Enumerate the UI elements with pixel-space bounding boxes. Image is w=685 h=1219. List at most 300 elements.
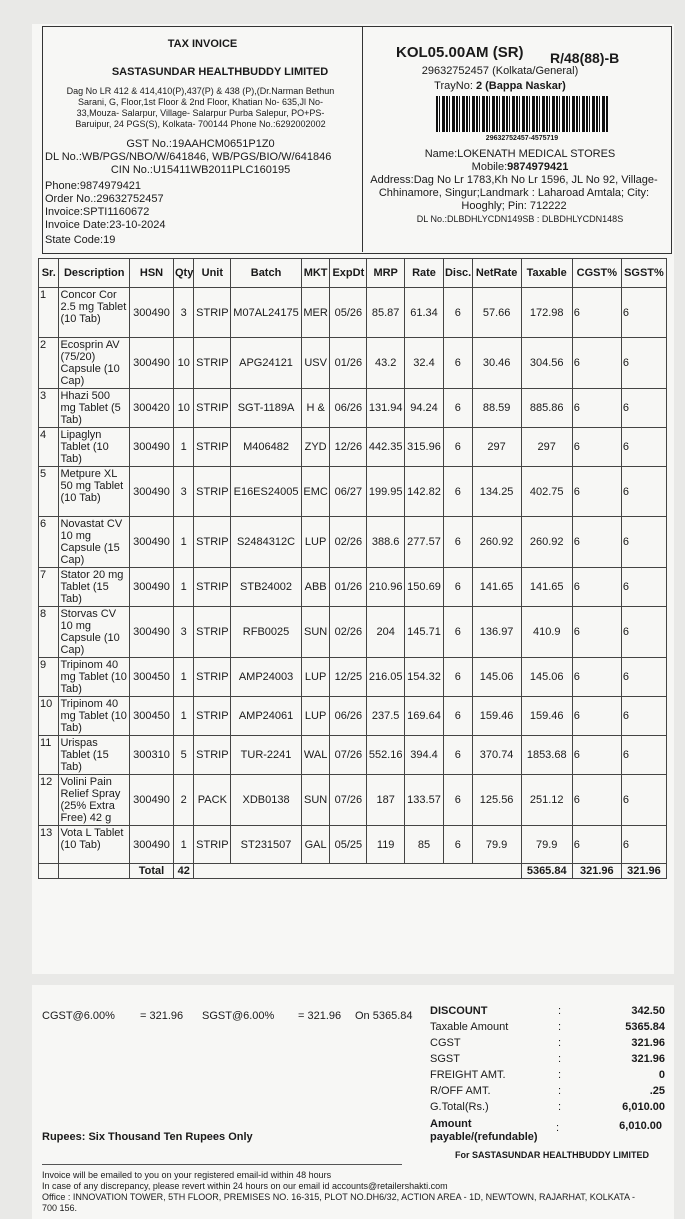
column-header: Unit: [194, 259, 231, 288]
column-header: Disc.: [443, 259, 472, 288]
table-cell: 6: [621, 338, 666, 389]
table-row: [39, 697, 667, 736]
column-header: HSN: [130, 259, 174, 288]
summary-label: R/OFF AMT.: [430, 1085, 491, 1097]
table-cell: 300490: [130, 467, 174, 517]
table-cell: 300490: [130, 568, 174, 607]
table-cell: 8: [39, 607, 59, 658]
table-cell: 32.4: [405, 338, 444, 389]
summary-row: [430, 1069, 665, 1085]
table-cell: 6: [443, 697, 472, 736]
table-cell: 12: [39, 775, 59, 826]
table-cell: 187: [367, 775, 405, 826]
column-header: Sr.: [39, 259, 59, 288]
footer-line: Invoice will be emailed to you on your registered email-id within 48 hours: [42, 1170, 332, 1180]
table-cell: 02/26: [330, 517, 367, 568]
table-cell: S2484312C: [231, 517, 302, 568]
total-cgst: 321.96: [572, 864, 621, 879]
table-cell: 6: [443, 568, 472, 607]
customer-address-line: Chhinamore, Singur;Landmark : Laharoad Amtala; City:: [378, 187, 650, 199]
total-label: Total: [130, 864, 174, 879]
route-ref: R/48(88)-B: [550, 50, 620, 66]
total-row: [39, 864, 667, 879]
table-cell: 6: [572, 826, 621, 864]
table-cell: 6: [621, 736, 666, 775]
table-cell: 210.96: [367, 568, 405, 607]
table-row: [39, 775, 667, 826]
table-cell: 6: [443, 736, 472, 775]
table-cell: 154.32: [405, 658, 444, 697]
table-cell: STRIP: [194, 607, 231, 658]
summary-label: FREIGHT AMT.: [430, 1069, 506, 1081]
table-cell: 145.71: [405, 607, 444, 658]
invoice-number: Invoice:SPTI1160672: [45, 206, 150, 218]
footer-notes: [42, 1170, 672, 1214]
mobile-label: Mobile:: [471, 161, 508, 173]
address-line: Sarani, G, Floor,1st Floor & 2nd Floor, Khatian No- 635,Jl No-: [77, 97, 324, 107]
table-cell: LUP: [301, 697, 330, 736]
table-cell: 6: [443, 658, 472, 697]
table-cell: 304.56: [521, 338, 572, 389]
item-description: Ecosprin AV (75/20) Capsule (10 Cap): [59, 338, 130, 389]
table-cell: 216.05: [367, 658, 405, 697]
customer-name: Name:LOKENATH MEDICAL STORES: [424, 148, 616, 160]
table-cell: 1853.68: [521, 736, 572, 775]
company-address: [48, 86, 353, 130]
table-cell: GAL: [301, 826, 330, 864]
customer-address: [360, 174, 668, 213]
column-header: MRP: [367, 259, 405, 288]
address-line: 33,Mouza- Salarpur, Village- Salarpur Purba Salepur, PO+PS-: [76, 108, 325, 118]
cgst-text: CGST@6.00%: [42, 1010, 115, 1022]
table-cell: 237.5: [367, 697, 405, 736]
column-header: NetRate: [472, 259, 521, 288]
item-description: Tripinom 40 mg Tablet (10 Tab): [59, 658, 130, 697]
item-description: Urispas Tablet (15 Tab): [59, 736, 130, 775]
table-cell: 6: [572, 568, 621, 607]
table-cell: 05/26: [330, 288, 367, 338]
table-cell: 6: [621, 288, 666, 338]
table-cell: 9: [39, 658, 59, 697]
mobile-value: 9874979421: [507, 161, 569, 173]
table-cell: 300450: [130, 697, 174, 736]
table-cell: EMC: [301, 467, 330, 517]
summary-value: 321.96: [631, 1053, 665, 1065]
table-cell: 260.92: [472, 517, 521, 568]
table-cell: 13: [39, 826, 59, 864]
amount-in-words: Rupees: Six Thousand Ten Rupees Only: [42, 1131, 253, 1143]
table-cell: 119: [367, 826, 405, 864]
table-cell: 4: [39, 428, 59, 467]
table-cell: 7: [39, 568, 59, 607]
table-cell: ZYD: [301, 428, 330, 467]
table-cell: 1: [173, 428, 193, 467]
address-line: Baruipur, 24 PGS(S), Kolkata- 700144 Phone No.:6292002002: [75, 119, 326, 129]
table-cell: 6: [621, 428, 666, 467]
table-cell: 388.6: [367, 517, 405, 568]
payable-value: 6,010.00: [619, 1120, 662, 1132]
table-row: [39, 428, 667, 467]
total-cell: [59, 864, 130, 879]
table-cell: STRIP: [194, 288, 231, 338]
table-cell: 145.06: [472, 658, 521, 697]
table-cell: 5: [39, 467, 59, 517]
table-row: [39, 517, 667, 568]
table-cell: 300490: [130, 428, 174, 467]
table-cell: 297: [472, 428, 521, 467]
column-header: Rate: [405, 259, 444, 288]
table-cell: 61.34: [405, 288, 444, 338]
address-line: Dag No LR 412 & 414,410(P),437(P) & 438 (P),(Dr.Narman Bethun: [66, 86, 335, 96]
table-cell: LUP: [301, 658, 330, 697]
table-cell: 6: [621, 826, 666, 864]
summary-row: [430, 1005, 665, 1021]
table-row: [39, 288, 667, 338]
table-cell: APG24121: [231, 338, 302, 389]
payable-label-line: payable/(refundable): [430, 1131, 538, 1143]
table-cell: XDB0138: [231, 775, 302, 826]
summary-label: DISCOUNT: [430, 1005, 488, 1017]
table-cell: 277.57: [405, 517, 444, 568]
order-number: Order No.:29632752457: [45, 193, 164, 205]
table-row: [39, 736, 667, 775]
table-cell: 6: [572, 607, 621, 658]
gst-number: GST No.:19AAHCM0651P1Z0: [126, 138, 275, 150]
table-cell: 134.25: [472, 467, 521, 517]
total-sgst: 321.96: [621, 864, 666, 879]
table-cell: 6: [621, 775, 666, 826]
customer-address-line: Hooghly; Pin: 712222: [461, 200, 567, 212]
table-cell: 1: [173, 697, 193, 736]
table-cell: WAL: [301, 736, 330, 775]
item-description: Concor Cor 2.5 mg Tablet (10 Tab): [59, 288, 130, 338]
table-cell: 1: [39, 288, 59, 338]
table-cell: 10: [39, 697, 59, 736]
table-cell: 6: [572, 517, 621, 568]
table-row: [39, 826, 667, 864]
on-amount: On 5365.84: [355, 1010, 413, 1022]
table-cell: 6: [572, 658, 621, 697]
state-code: State Code:19: [45, 234, 116, 246]
summary-colon: :: [558, 1021, 562, 1033]
table-cell: 6: [443, 288, 472, 338]
table-cell: AMP24003: [231, 658, 302, 697]
table-header-row: [39, 259, 667, 288]
table-cell: 169.64: [405, 697, 444, 736]
table-cell: 300420: [130, 389, 174, 428]
header-divider: [362, 26, 363, 252]
column-header: Batch: [231, 259, 302, 288]
table-cell: 142.82: [405, 467, 444, 517]
column-header: Qty: [173, 259, 193, 288]
table-cell: SUN: [301, 775, 330, 826]
barcode-image: [436, 96, 608, 132]
table-cell: 6: [572, 697, 621, 736]
table-cell: 01/26: [330, 568, 367, 607]
table-cell: STRIP: [194, 736, 231, 775]
table-cell: 3: [173, 607, 193, 658]
total-cell: [39, 864, 59, 879]
table-cell: 885.86: [521, 389, 572, 428]
table-cell: 300490: [130, 517, 174, 568]
table-cell: 6: [443, 389, 472, 428]
summary-colon: :: [558, 1005, 562, 1017]
summary-row: [430, 1037, 665, 1053]
table-cell: STRIP: [194, 389, 231, 428]
order-region: 29632752457 (Kolkata/General): [421, 65, 579, 77]
table-row: [39, 658, 667, 697]
table-cell: 6: [621, 467, 666, 517]
item-description: Tripinom 40 mg Tablet (10 Tab): [59, 697, 130, 736]
table-cell: 6: [572, 288, 621, 338]
table-cell: 6: [443, 826, 472, 864]
phone: Phone:9874979421: [45, 180, 142, 192]
summary-row: [430, 1053, 665, 1069]
table-cell: 57.66: [472, 288, 521, 338]
summary-label: G.Total(Rs.): [430, 1101, 489, 1113]
cin-number: CIN No.:U15411WB2011PLC160195: [110, 164, 291, 176]
table-cell: 402.75: [521, 467, 572, 517]
table-cell: 6: [621, 658, 666, 697]
summary-row: [430, 1085, 665, 1101]
table-cell: 145.06: [521, 658, 572, 697]
summary-value: .25: [649, 1085, 665, 1097]
table-cell: 6: [443, 517, 472, 568]
table-cell: 159.46: [472, 697, 521, 736]
barcode-text: 29632752457-4575719: [485, 135, 559, 142]
payable-colon: :: [556, 1122, 560, 1134]
summary-row: [430, 1101, 665, 1117]
tray-number: [400, 80, 600, 93]
total-taxable: 5365.84: [521, 864, 572, 879]
table-cell: 6: [621, 389, 666, 428]
summary-value: 5365.84: [625, 1021, 665, 1033]
footer-line: Office : INNOVATION TOWER, 5TH FLOOR, PREMISES NO. 16-315, PLOT NO.DH6/32, ACTION AREA - 1D, NEWTOWN, RAJARHAT, KOLKATA -: [42, 1192, 635, 1202]
table-cell: 3: [173, 467, 193, 517]
table-cell: 6: [572, 389, 621, 428]
table-cell: 125.56: [472, 775, 521, 826]
table-cell: 06/26: [330, 697, 367, 736]
footer-divider: [42, 1164, 402, 1165]
table-cell: LUP: [301, 517, 330, 568]
table-cell: 07/26: [330, 775, 367, 826]
total-qty: 42: [173, 864, 193, 879]
table-cell: 251.12: [521, 775, 572, 826]
table-cell: 442.35: [367, 428, 405, 467]
table-cell: 6: [443, 775, 472, 826]
table-cell: USV: [301, 338, 330, 389]
item-description: Storvas CV 10 mg Capsule (10 Cap): [59, 607, 130, 658]
item-description: Stator 20 mg Tablet (15 Tab): [59, 568, 130, 607]
table-cell: 88.59: [472, 389, 521, 428]
table-cell: 315.96: [405, 428, 444, 467]
invoice-date: Invoice Date:23-10-2024: [45, 219, 166, 231]
table-cell: 260.92: [521, 517, 572, 568]
table-cell: 30.46: [472, 338, 521, 389]
column-header: Taxable: [521, 259, 572, 288]
table-cell: 6: [572, 428, 621, 467]
table-cell: SGT-1189A: [231, 389, 302, 428]
table-cell: 6: [443, 338, 472, 389]
item-description: Novastat CV 10 mg Capsule (15 Cap): [59, 517, 130, 568]
table-cell: 6: [39, 517, 59, 568]
table-cell: STRIP: [194, 658, 231, 697]
table-cell: 06/26: [330, 389, 367, 428]
table-cell: 6: [443, 428, 472, 467]
table-cell: STRIP: [194, 697, 231, 736]
table-cell: PACK: [194, 775, 231, 826]
column-header: SGST%: [621, 259, 666, 288]
table-cell: 79.9: [472, 826, 521, 864]
sgst-amount: = 321.96: [298, 1010, 342, 1022]
table-row: [39, 568, 667, 607]
table-cell: 150.69: [405, 568, 444, 607]
table-cell: 12/25: [330, 658, 367, 697]
tray-label: TrayNo:: [434, 80, 473, 92]
summary-colon: :: [558, 1037, 562, 1049]
summary-colon: :: [558, 1085, 562, 1097]
table-cell: 1: [173, 826, 193, 864]
table-cell: STB24002: [231, 568, 302, 607]
table-row: [39, 467, 667, 517]
table-cell: 300490: [130, 607, 174, 658]
table-cell: 6: [621, 568, 666, 607]
table-cell: 204: [367, 607, 405, 658]
table-cell: 12/26: [330, 428, 367, 467]
table-cell: 172.98: [521, 288, 572, 338]
table-cell: 300490: [130, 338, 174, 389]
table-cell: 85.87: [367, 288, 405, 338]
summary-label: CGST: [430, 1037, 461, 1049]
table-cell: 01/26: [330, 338, 367, 389]
summary-colon: :: [558, 1101, 562, 1113]
total-cell: [194, 864, 521, 879]
table-cell: 6: [572, 736, 621, 775]
table-cell: 85: [405, 826, 444, 864]
table-cell: 370.74: [472, 736, 521, 775]
table-cell: 141.65: [521, 568, 572, 607]
table-cell: 10: [173, 338, 193, 389]
table-cell: 2: [173, 775, 193, 826]
summary-label: Taxable Amount: [430, 1021, 509, 1033]
summary-value: 321.96: [631, 1037, 665, 1049]
for-company: For SASTASUNDAR HEALTHBUDDY LIMITED: [455, 1150, 649, 1160]
table-cell: 300310: [130, 736, 174, 775]
table-cell: ST231507: [231, 826, 302, 864]
table-cell: 136.97: [472, 607, 521, 658]
item-description: Lipaglyn Tablet (10 Tab): [59, 428, 130, 467]
table-cell: 3: [173, 288, 193, 338]
table-cell: 05/25: [330, 826, 367, 864]
column-header: Description: [59, 259, 130, 288]
table-cell: 6: [621, 697, 666, 736]
table-cell: 6: [572, 467, 621, 517]
table-cell: 394.4: [405, 736, 444, 775]
table-cell: 1: [173, 568, 193, 607]
cgst-amount: = 321.96: [140, 1010, 184, 1022]
table-cell: 552.16: [367, 736, 405, 775]
table-cell: STRIP: [194, 568, 231, 607]
column-header: ExpDt: [330, 259, 367, 288]
table-cell: 6: [443, 607, 472, 658]
customer-dl: DL No.:DLBDHLYCDN149SB : DLBDHLYCDN148S: [416, 214, 624, 224]
table-cell: MER: [301, 288, 330, 338]
table-cell: STRIP: [194, 467, 231, 517]
footer-line: In case of any discrepancy, please revert within 24 hours on our email id accounts@retailershakti.com: [42, 1181, 448, 1191]
table-cell: 300490: [130, 288, 174, 338]
table-cell: 6: [572, 338, 621, 389]
summary-value: 6,010.00: [622, 1101, 665, 1113]
customer-mobile: [420, 161, 620, 174]
table-cell: 06/27: [330, 467, 367, 517]
company-name: SASTASUNDAR HEALTHBUDDY LIMITED: [111, 66, 329, 78]
item-description: Metpure XL 50 mg Tablet (10 Tab): [59, 467, 130, 517]
table-cell: 2: [39, 338, 59, 389]
table-cell: 131.94: [367, 389, 405, 428]
summary-value: 0: [658, 1069, 665, 1081]
table-row: [39, 338, 667, 389]
summary-colon: :: [558, 1069, 562, 1081]
table-cell: M406482: [231, 428, 302, 467]
table-cell: AMP24061: [231, 697, 302, 736]
table-cell: STRIP: [194, 517, 231, 568]
doc-title: TAX INVOICE: [167, 38, 238, 50]
items-table: [38, 258, 667, 879]
table-cell: M07AL24175: [231, 288, 302, 338]
table-cell: TUR-2241: [231, 736, 302, 775]
table-cell: H &: [301, 389, 330, 428]
column-header: CGST%: [572, 259, 621, 288]
column-header: MKT: [301, 259, 330, 288]
table-cell: ABB: [301, 568, 330, 607]
summary-colon: :: [558, 1053, 562, 1065]
table-cell: STRIP: [194, 338, 231, 389]
payable-label-line: Amount: [430, 1118, 472, 1130]
table-cell: 10: [173, 389, 193, 428]
item-description: Vota L Tablet (10 Tab): [59, 826, 130, 864]
table-cell: 6: [621, 607, 666, 658]
table-cell: 1: [173, 658, 193, 697]
table-cell: 94.24: [405, 389, 444, 428]
table-cell: 300450: [130, 658, 174, 697]
table-cell: 141.65: [472, 568, 521, 607]
table-cell: 410.9: [521, 607, 572, 658]
table-body: [39, 288, 667, 864]
table-cell: 6: [572, 775, 621, 826]
table-cell: 199.95: [367, 467, 405, 517]
table-cell: SUN: [301, 607, 330, 658]
tray-value: 2 (Bappa Naskar): [475, 80, 566, 92]
sgst-text: SGST@6.00%: [202, 1010, 275, 1022]
table-cell: 6: [621, 517, 666, 568]
table-row: [39, 607, 667, 658]
table-cell: 1: [173, 517, 193, 568]
item-description: Volini Pain Relief Spray (25% Extra Free) 42 g: [59, 775, 130, 826]
table-cell: 5: [173, 736, 193, 775]
table-cell: 43.2: [367, 338, 405, 389]
table-cell: 6: [443, 467, 472, 517]
footer-line: 700 156.: [42, 1203, 78, 1213]
table-cell: 11: [39, 736, 59, 775]
table-cell: 300490: [130, 826, 174, 864]
item-description: Hhazi 500 mg Tablet (5 Tab): [59, 389, 130, 428]
table-cell: STRIP: [194, 428, 231, 467]
table-row: [39, 389, 667, 428]
summary-label: SGST: [430, 1053, 460, 1065]
table-cell: RFB0025: [231, 607, 302, 658]
amount-payable-label: [430, 1118, 538, 1144]
table-cell: 297: [521, 428, 572, 467]
